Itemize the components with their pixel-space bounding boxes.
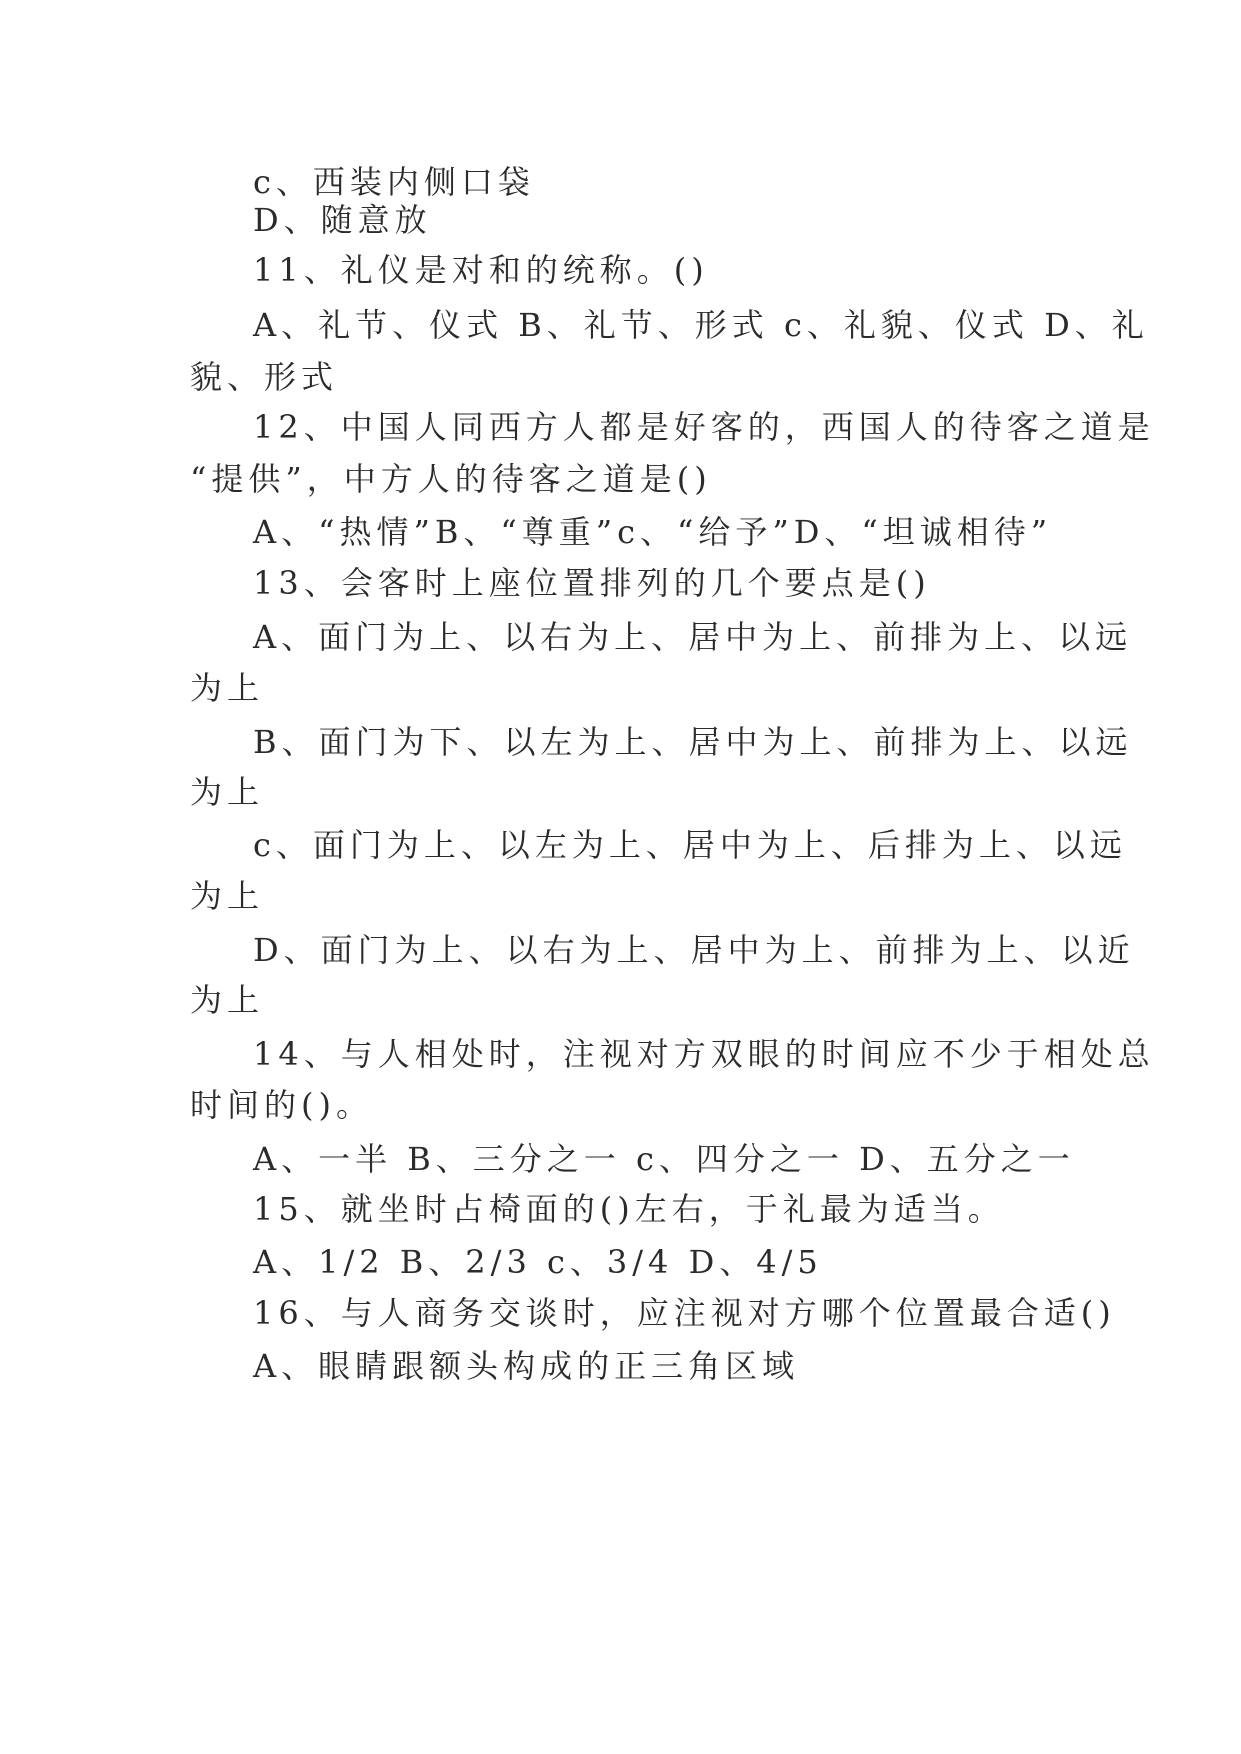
option-d-q13: D、面门为上、以右为上、居中为上、前排为上、以近 [253, 931, 1135, 969]
option-b-q13-continued: 为上 [190, 773, 265, 811]
question-14: 14、与人相处时，注视对方双眼的时间应不少于相处总 [253, 1035, 1155, 1073]
question-13: 13、会客时上座位置排列的几个要点是() [253, 564, 931, 602]
option-c-q10: c、西装内侧口袋 [253, 163, 535, 201]
question-16: 16、与人商务交谈时，应注视对方哪个位置最合适() [253, 1294, 1116, 1332]
option-a-q13: A、面门为上、以右为上、居中为上、前排为上、以远 [253, 618, 1133, 656]
option-d-q13-continued: 为上 [190, 981, 265, 1019]
option-c-q13: c、面门为上、以左为上、居中为上、后排为上、以远 [253, 826, 1127, 864]
question-14-continued: 时间的()。 [190, 1086, 373, 1124]
option-d-q10: D、随意放 [253, 201, 432, 239]
options-q15: A、1/2 B、2/3 c、3/4 D、4/5 [253, 1243, 823, 1281]
option-a-q16: A、眼睛跟额头构成的正三角区域 [253, 1347, 800, 1385]
option-a-q13-continued: 为上 [190, 669, 265, 707]
options-q11-continued: 貌、形式 [190, 358, 339, 396]
question-12-continued: “提供”，中方人的待客之道是() [190, 460, 712, 498]
question-12: 12、中国人同西方人都是好客的，西国人的待客之道是 [253, 408, 1155, 446]
options-q11: A、礼节、仪式 B、礼节、形式 c、礼貌、仪式 D、礼 [253, 306, 1149, 344]
options-q12: A、“热情”B、“尊重”c、“给予”D、“坦诚相待” [253, 513, 1053, 551]
option-c-q13-continued: 为上 [190, 877, 265, 915]
option-b-q13: B、面门为下、以左为上、居中为上、前排为上、以远 [253, 723, 1133, 761]
question-15: 15、就坐时占椅面的()左右，于礼最为适当。 [253, 1190, 1005, 1228]
question-11: 11、礼仪是对和的统称。() [253, 251, 709, 289]
options-q14: A、一半 B、三分之一 c、四分之一 D、五分之一 [253, 1140, 1075, 1178]
